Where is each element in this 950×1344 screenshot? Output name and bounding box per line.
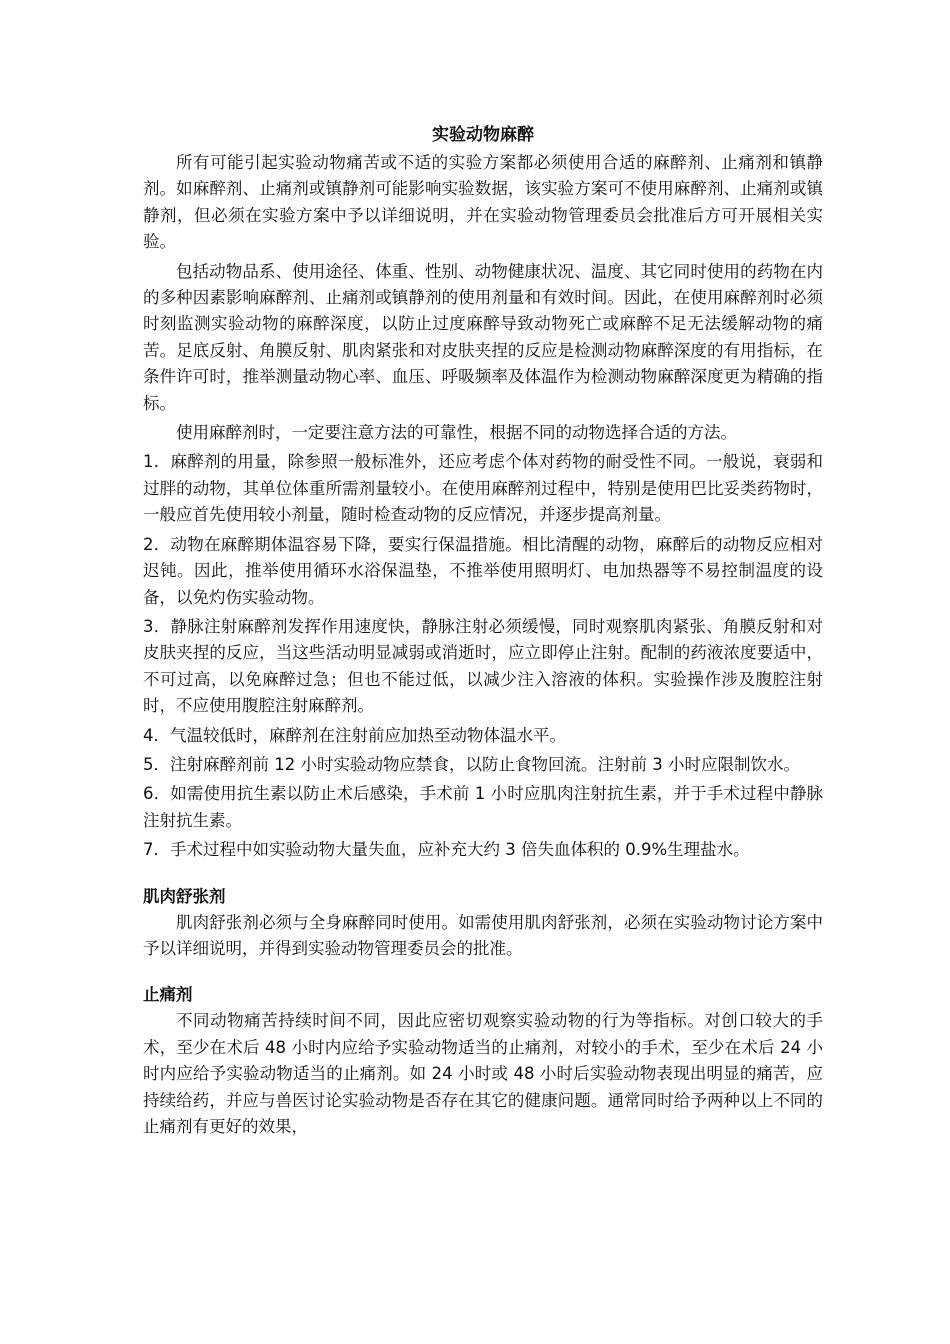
section-paragraph: 肌肉舒张剂必须与全身麻醉同时使用。如需使用肌肉舒张剂，必须在实验动物讨论方案中予以详细说明，并得到实验动物管理委员会的批准。 [143,912,823,958]
section-muscle-relaxants [143,884,823,963]
intro-paragraph-3: 使用麻醉剂时，一定要注意方法的可靠性，根据不同的动物选择合适的方法。 [176,423,737,443]
numbered-list [143,449,823,863]
page-title: 实验动物麻醉 [432,125,534,145]
section-paragraph: 不同动物痛苦持续时间不同，因此应密切观察实验动物的行为等指标。对创口较大的手术，至少在术后 48 小时内应给予实验动物适当的止痛剂，对较小的手术，至少在术后 24 小时内应给予实验动物适当的止痛剂。如 24 小时或 48 小时后实验动物表现出明显的痛苦，应持续给药，并应与兽医讨论实验动物是否存在其它的健康问题。通常同时给予两种以上不同的止痛剂有更好的效果， [143,1011,823,1136]
list-item: 6．如需使用抗生素以防止术后感染，手术前 1 小时应肌肉注射抗生素，并于手术过程中静脉注射抗生素。 [143,784,823,830]
section-analgesics [143,982,823,1140]
list-item: 4．气温较低时，麻醉剂在注射前应加热至动物体温水平。 [143,725,566,745]
list-item: 3．静脉注射麻醉剂发挥作用速度快，静脉注射必须缓慢，同时观察肌肉紧张、角膜反射和对皮肤夹捏的反应，当这些活动明显减弱或消逝时，应立即停止注射。配制的药液浓度要适中，不可过高，以免麻醉过急；但也不能过低，以减少注入溶液的体积。实验操作涉及腹腔注射时，不应使用腹腔注射麻醉剂。 [143,616,823,716]
list-item: 2．动物在麻醉期体温容易下降，要实行保温措施。相比清醒的动物，麻醉后的动物反应相对迟钝。因此，推举使用循环水浴保温垫，不推举使用照明灯、电加热器等不易控制温度的设备，以免灼伤实验动物。 [143,534,823,607]
section-heading: 止痛剂 [143,985,193,1005]
list-item: 7．手术过程中如实验动物大量失血，应补充大约 3 倍失血体积的 0.9%生理盐水。 [143,840,750,860]
intro-paragraph-1: 所有可能引起实验动物痛苦或不适的实验方案都必须使用合适的麻醉剂、止痛剂和镇静剂。如麻醉剂、止痛剂或镇静剂可能影响实验数据，该实验方案可不使用麻醉剂、止痛剂或镇静剂，但必须在实验方案中予以详细说明，并在实验动物管理委员会批准后方可开展相关实验。 [143,153,823,252]
intro-paragraph-2: 包括动物品系、使用途径、体重、性别、动物健康状况、温度、其它同时使用的药物在内的多种因素影响麻醉剂、止痛剂或镇静剂的使用剂量和有效时间。因此，在使用麻醉剂时必须时刻监测实验动物的麻醉深度，以防止过度麻醉导致动物死亡或麻醉不足无法缓解动物的痛苦。足底反射、角膜反射、肌肉紧张和对皮肤夹捏的反应是检测动物麻醉深度的有用指标，在条件许可时，推举测量动物心率、血压、呼吸频率及体温作为检测动物麻醉深度更为精确的指标。 [143,261,823,413]
section-heading: 肌肉舒张剂 [143,886,226,906]
list-item: 1．麻醉剂的用量，除参照一般标准外，还应考虑个体对药物的耐受性不同。一般说，衰弱和过胖的动物，其单位体重所需剂量较小。在使用麻醉剂过程中，特别是使用巴比妥类药物时，一般应首先使用较小剂量，随时检查动物的反应情况，并逐步提高剂量。 [143,452,823,525]
document-page [143,118,823,1143]
list-item: 5．注射麻醉剂前 12 小时实验动物应禁食，以防止食物回流。注射前 3 小时应限制饮水。 [143,754,800,774]
